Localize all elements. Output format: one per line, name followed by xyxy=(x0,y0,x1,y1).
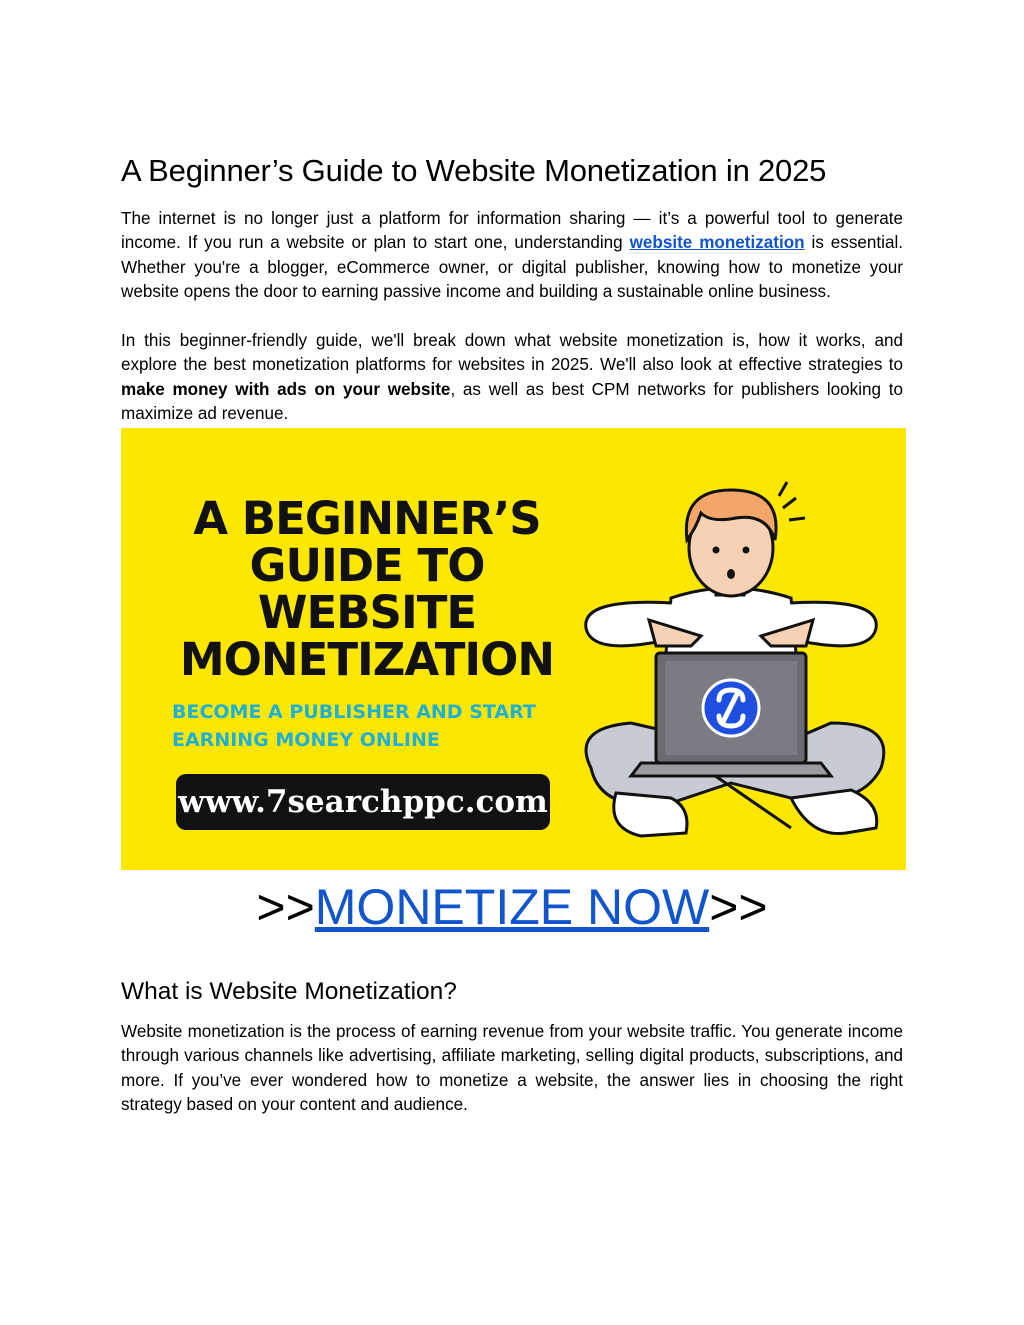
banner-image xyxy=(121,428,906,870)
monetize-now-link[interactable]: MONETIZE NOW xyxy=(314,879,710,935)
banner-title-line: GUIDE TO xyxy=(249,539,485,592)
person-with-laptop-illustration xyxy=(561,468,901,868)
intro-paragraph xyxy=(121,207,903,305)
cta-suffix: >> xyxy=(709,879,768,935)
banner-title-line: WEBSITE xyxy=(257,586,477,639)
banner-subtitle-line: BECOME A PUBLISHER AND START xyxy=(172,701,536,723)
banner-subtitle-line: EARNING MONEY ONLINE xyxy=(172,729,440,751)
page-title: A Beginner’s Guide to Website Monetization in 2025 xyxy=(121,153,827,188)
intro-text-start: The internet is no longer just a platform for information sharing — it’s a powerful tool to generate income. If you run a website or plan to start one, understanding xyxy=(121,209,903,253)
website-monetization-link[interactable]: website monetization xyxy=(629,233,805,253)
intro2-text-start: In this beginner-friendly guide, we'll break down what website monetization is, how it works, and explore the best monetization platforms for websites in 2025. We'll also look at effective strategies to xyxy=(121,331,903,375)
section-paragraph: Website monetization is the process of earning revenue from your website traffic. You generate income through various channels like advertising, affiliate marketing, selling digital products, subscriptions, and more. If you’ve ever wondered how to monetize a website, the answer lies in choosing the right strategy based on your content and audience. xyxy=(121,1022,903,1115)
intro-paragraph-2 xyxy=(121,329,903,427)
intro2-text-end: , as well as best CPM networks for publishers looking to maximize ad revenue. xyxy=(121,379,903,424)
banner-url-pill: www.7searchppc.com xyxy=(176,774,550,830)
banner-title-line: A BEGINNER’S xyxy=(193,492,541,545)
banner-title xyxy=(147,492,587,686)
monetize-now-cta xyxy=(0,872,1024,942)
make-money-bold-text: make money with ads on your website xyxy=(121,379,451,399)
intro-text-end: is essential. Whether you're a blogger, eCommerce owner, or digital publisher, knowing how to monetize your website opens the door to earning passive income and building a sustainable online business. xyxy=(121,233,903,302)
cta-prefix: >> xyxy=(256,879,315,935)
section-heading: What is Website Monetization? xyxy=(121,978,457,1005)
banner-title-line: MONETIZATION xyxy=(179,633,555,686)
banner-subtitle xyxy=(172,698,592,754)
